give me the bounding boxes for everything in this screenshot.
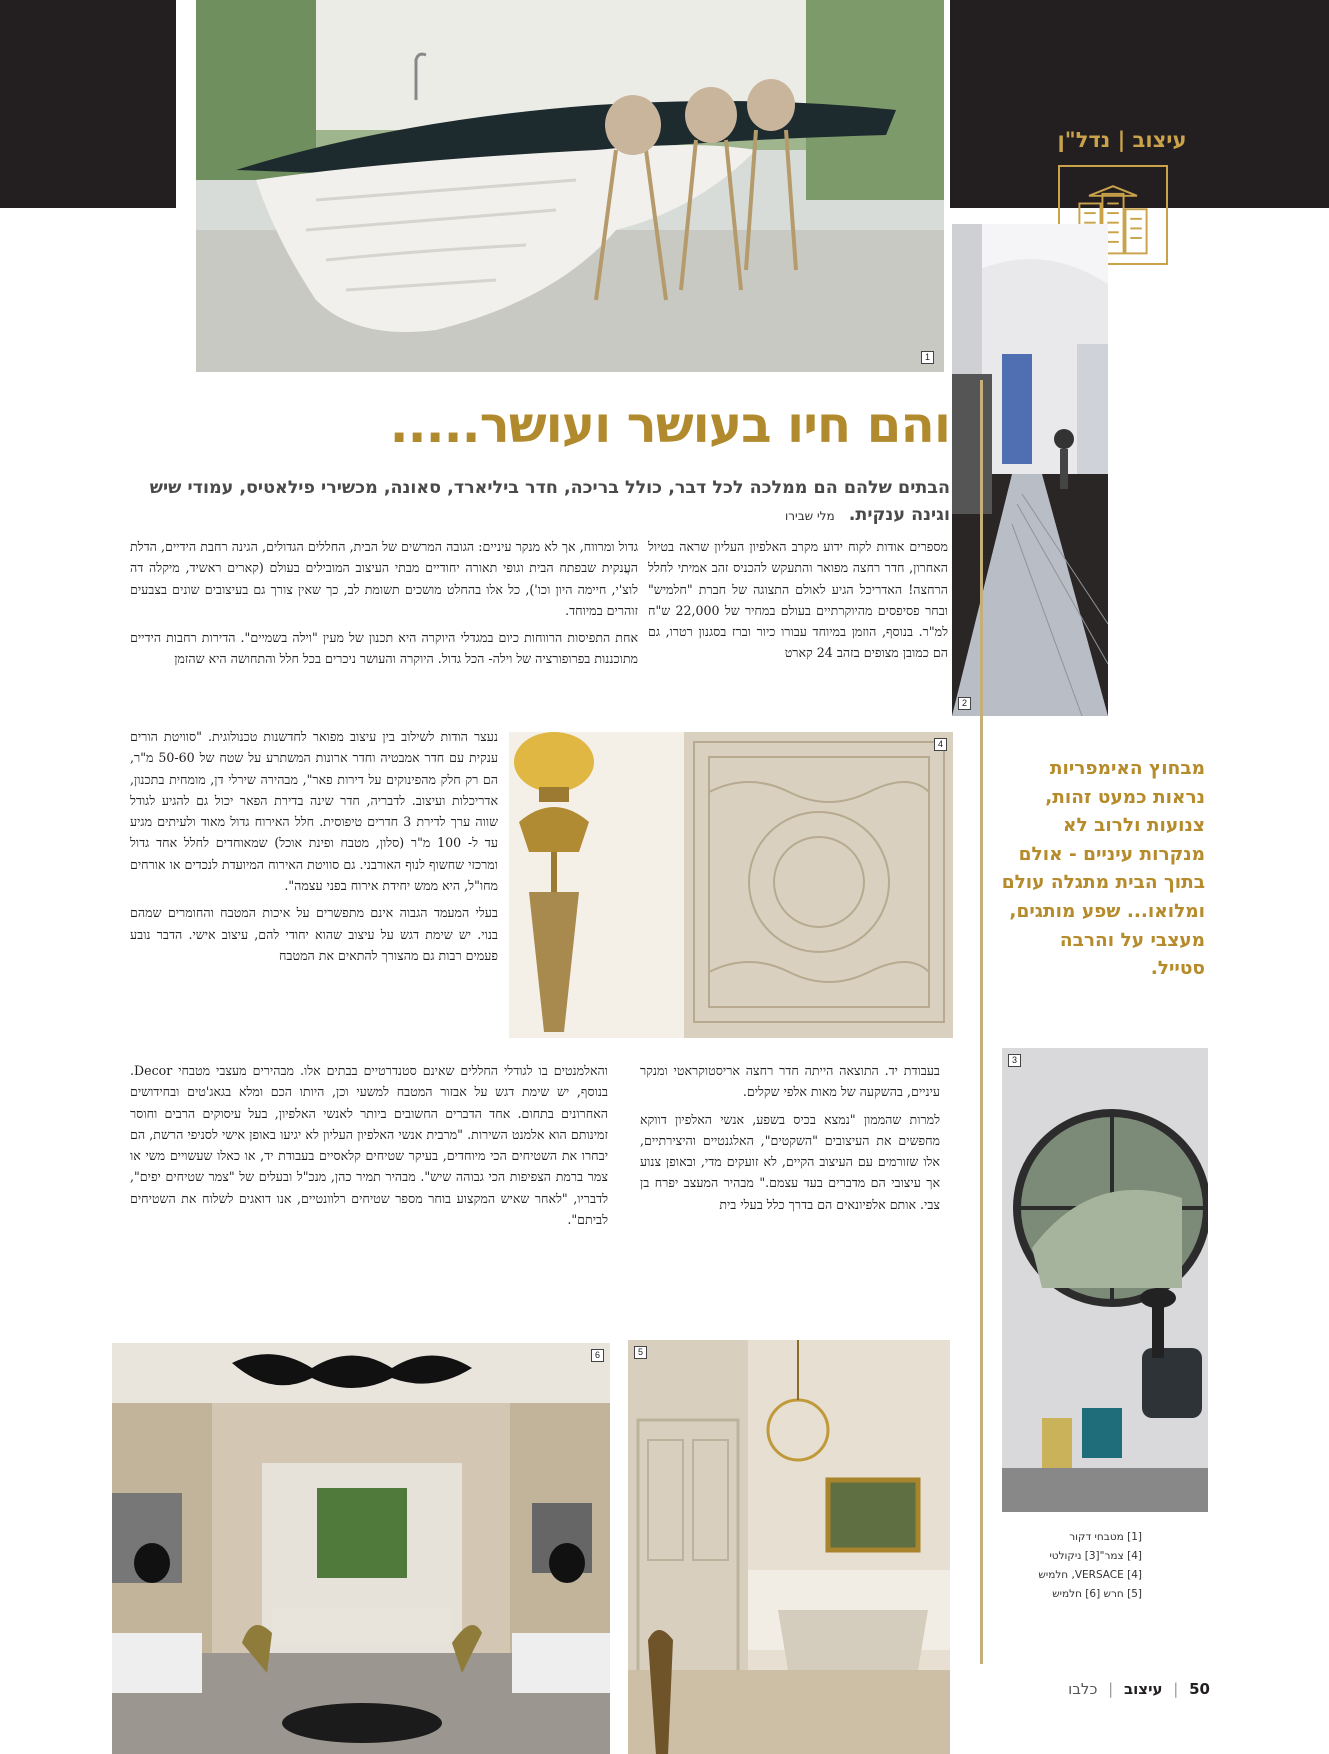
paragraph: גדול ומרווח, אך לא מנקר עיניים: הגובה המרשים של הבית, החללים הגדולים, הגינה רחבת הידיים, הדלת העֲנקית שבפתח הבית וגופי תאורה יחודיים מבתי העיצוב המובילים בעולם (קארים ראשיד, מיקלה דה לוצ'י, חיימה היון וכו'), כל אלו בהחלט מושכים תשומת לב, כך שאין צורך גם בעיצובים שונים בצבעים זוהרים במיוחד. [130, 539, 638, 618]
credit-line: [4] VERSACE, חלמיש [1038, 1569, 1142, 1581]
paragraph: למרות שהממון "נמצא בכיס בשפע, אנשי האלפיון דווקא מחפשים את העיצובים "השקטים", האלגנטיים והיצירתיים, אלו שזורמים עם העיצוב הקיים, לא זועקים מדי, ובאופן צנוע אך עיצובי הם מדברים בעד עצמם." מבהיר המעצב יפרח בן צבי. אותם אלפיונאים הם בדרך כלל בעלי בית [640, 1111, 940, 1212]
sidebar-gold-rule [980, 380, 983, 1664]
photo-number-4: 4 [934, 738, 947, 751]
article-title: והם חיו בעושר ועושר..... [389, 396, 950, 454]
photo-green-wall-livingroom [112, 1343, 610, 1754]
article-subtitle [130, 475, 950, 530]
paragraph: בעבודת יד. התוצאה הייתה חדר רחצה אריסטוקראטי ומנקר עיניים, בהשקעה של מאות אלפי שקלים. [640, 1063, 940, 1100]
photo-hallway [952, 224, 1108, 716]
photo-credits [1022, 1528, 1142, 1604]
footer-separator: | [1108, 1680, 1114, 1698]
column-middle [130, 726, 498, 972]
paragraph: אחת התפיסות הרווחות כיום במגדלי היוקרה היא תכנון של מעין "וילה בשמיים". הדירות רחבות הידיים מתוכננות בפרופורציה של וילה- הכל גדול. היוקרה והעושר ניכרים בכל חלל והתחושה היא שהזמן [130, 630, 638, 667]
paragraph: מספרים אודות לקוח ידוע מקרב האלפיון העליון שראה בטיול האחרון, חדר רחצה מפואר והתעקש להכניס זהב אמיתי לחלל הרחצה! האדריכל הגיע לאולם התצוגה של חברת "חלמיש" ובחר פסיפסים מהיוקרתיים בעולם במחיר של 22,000 ש"ח למ"ר. בנוסף, הוזמן במיוחד עבורו כיור וברז בסגנון רטרו, גם הם כמובן מצופים בזהב 24 קארט [648, 539, 948, 661]
credit-line: [5] חרש [6] חלמיש [1052, 1588, 1142, 1600]
subtitle-text: הבתים שלהם הם ממלכה לכל דבר, כולל בריכה, חדר ביליארד, סאונה, מכשירי פילאטיס, עמודי שיש וגינה ענקית. [149, 478, 950, 525]
page-number: 50 [1189, 1680, 1210, 1698]
photo-number-6: 6 [591, 1349, 604, 1362]
photo-number-3: 3 [1008, 1054, 1021, 1067]
column-left-bottom [130, 1060, 608, 1236]
paragraph: בעלי המעמד הגבוה אינם מתפשרים על איכות המטבח והחומרים שמהם בנוי. יש שימת דגש על עיצוב שהוא יחודי להם, עיצוב אישי. הדבר נובע פעמים רבות גם מהצורך להתאים את המטבח [130, 905, 498, 963]
column-right-top [648, 536, 948, 670]
header-black-block-left [0, 0, 176, 208]
author-name: מלי שבירו [785, 509, 835, 523]
page-footer [1040, 1680, 1210, 1698]
section-label: עיצוב | נדל"ן [1057, 128, 1187, 152]
column-left-top [130, 536, 638, 676]
footer-publication: כלבו [1068, 1680, 1098, 1698]
paragraph: נעצר הודות לשילוב בין עיצוב מפואר לחדשנות טכנולוגית. "סוויטת הורים ענקית עם חדר אמבטיה וחדר ארונות המשתרע על שטח של 50-60 מ"ר, הם רק חלק מהפינוקים על דירות פאר", מבהירה שירלי דן, מומחית בתכנון, אדריכלות ועיצוב. לדבריה, חדר שינה בדירת הפאר יכול גם להגיע לגודל שווה ערך לדירת 3 חדרים טיפוסית. חלל האירוח גדול מאוד ולעיתים מגיע עד ל- 100 מ"ר (סלון, מטבח ופינת אוכל) שמאוחדים לחלל אחד גדול ומרכזי שחשוף לנוף האורבני. גם סוויטת האירוח המיועדת לנכדים או אורחים מחו"ל, היא ממש יחידת אירוח בפני עצמה". [130, 729, 498, 894]
credit-line: [4] צמר"[3] ניקולטי [1049, 1550, 1142, 1562]
footer-section: עיצוב [1124, 1680, 1163, 1698]
photo-number-1: 1 [921, 351, 934, 364]
photo-number-2: 2 [958, 697, 971, 710]
footer-separator: | [1173, 1680, 1179, 1698]
photo-versace-tiles [509, 732, 953, 1038]
pull-quote: מבחוץ האימפריות נראות כמעט זהות, צנועות ולרוב לא מנקרות עיניים - אולם בתוך הבית מתגלה עולם ומלואו... שפע מותגים, מעצבי על והרבה סטייל. [1001, 758, 1205, 980]
column-right-bottom [640, 1060, 940, 1221]
paragraph: והאלמנטים בו לגודלי החללים שאינם סטנדרטיים בבתים אלו. מבהירים מעצבי מטבחי Decor. בנוסף, יש שימת דגש על אבזור המטבח למשעי וכן, היותו הכם ומלא בגאג'טים ובחידושים האחרונים בתחום. אחד הדברים החשובים ביותר לאנשי האלפיון, בעל עיסוקים הרבים וחוסר זמינותם הוא אלמנט השירות. "מרבית אנשי האלפיון העליון לא יגיעו באופן אישי לסניפי הרשת, הם יבחרו את השטיחים הכי מיוחדים, בעיקר שטיחים קלאסיים בעבודת יד, או כאלו שעשויים משי או צמר ברמת הצפיפות הכי גבוהה שיש". מבהיר תמיר כהן, מנכ"ל ובעלים של "צמר שטיחים יפים", לדבריו, "לאחר שאיש המקצוע בוחר מספר שטיחים רלוונטיים, אנו דואגים לשלוח את השטיחים לביתם". [130, 1063, 608, 1228]
photo-classic-bathroom [628, 1340, 950, 1754]
photo-kitchen-island [196, 0, 944, 372]
credit-line: [1] מטבחי דקור [1069, 1531, 1142, 1543]
photo-number-5: 5 [634, 1346, 647, 1359]
photo-round-window-livingroom [1002, 1048, 1208, 1512]
